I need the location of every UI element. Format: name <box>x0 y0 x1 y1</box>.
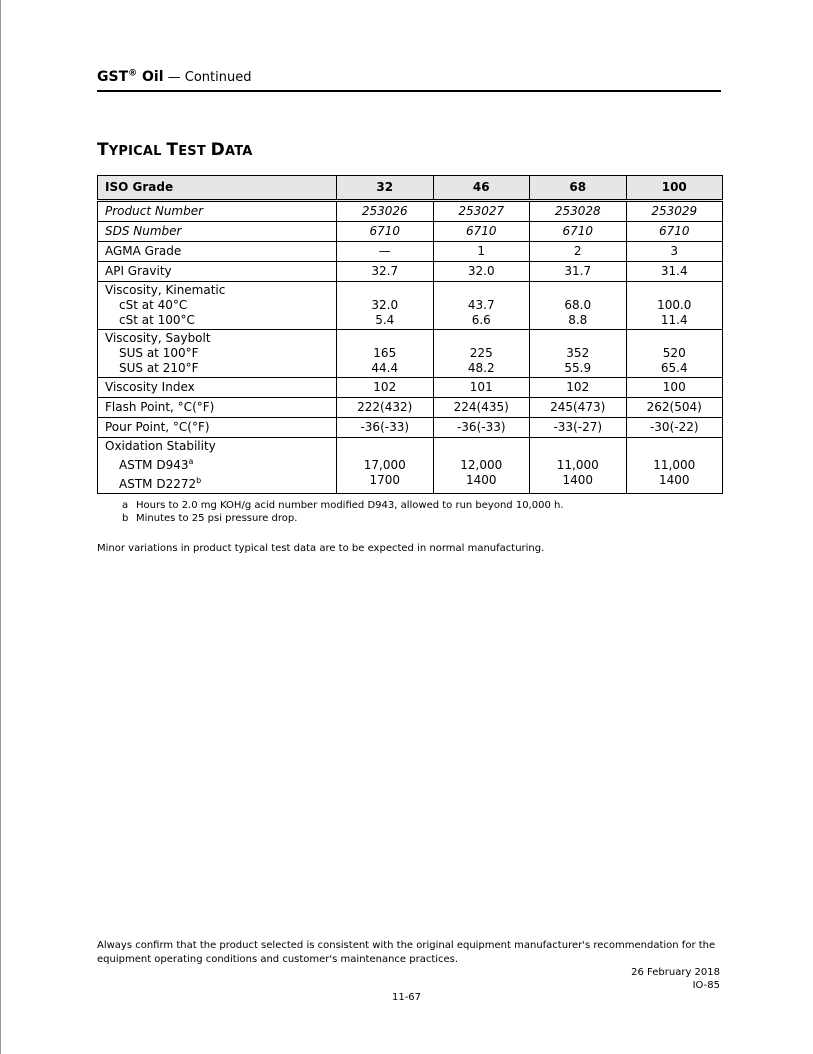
test-data-table <box>97 175 723 494</box>
row-label: Pour Point, °C(°F) <box>98 418 337 438</box>
cell: 101 <box>433 378 530 398</box>
cell: -36(-33) <box>433 418 530 438</box>
cell: 11,000 1400 <box>626 438 723 494</box>
cell: 6710 <box>433 222 530 242</box>
page-header <box>97 66 721 92</box>
cell: 6710 <box>626 222 723 242</box>
table-row <box>98 242 723 262</box>
table-row <box>98 282 723 330</box>
cell: 253027 <box>433 201 530 222</box>
continued-label: — Continued <box>163 70 252 85</box>
cell: 352 55.9 <box>530 330 627 378</box>
header-col: 46 <box>433 176 530 201</box>
cell: 6710 <box>337 222 434 242</box>
cell: 32.0 <box>433 262 530 282</box>
table-row <box>98 438 723 494</box>
table-header-row <box>98 176 723 201</box>
table-row <box>98 262 723 282</box>
row-label: Viscosity Index <box>98 378 337 398</box>
variation-note: Minor variations in product typical test data are to be expected in normal manufacturing. <box>97 543 545 554</box>
cell: 100 <box>626 378 723 398</box>
row-label: Product Number <box>98 201 337 222</box>
cell: 224(435) <box>433 398 530 418</box>
cell: 253026 <box>337 201 434 222</box>
cell: 1 <box>433 242 530 262</box>
document-date-block <box>631 966 720 992</box>
table-row <box>98 222 723 242</box>
cell: 68.0 8.8 <box>530 282 627 330</box>
cell: 17,000 1700 <box>337 438 434 494</box>
row-label: API Gravity <box>98 262 337 282</box>
cell: 11,000 1400 <box>530 438 627 494</box>
cell: 102 <box>530 378 627 398</box>
footnote: b Minutes to 25 psi pressure drop. <box>122 513 298 524</box>
header-iso-grade: ISO Grade <box>98 176 337 201</box>
table-row <box>98 418 723 438</box>
header-col: 68 <box>530 176 627 201</box>
cell: 222(432) <box>337 398 434 418</box>
row-label: Flash Point, °C(°F) <box>98 398 337 418</box>
cell: 31.4 <box>626 262 723 282</box>
footnote: a Hours to 2.0 mg KOH/g acid number modified D943, allowed to run beyond 10,000 h. <box>122 500 564 511</box>
cell: 32.0 5.4 <box>337 282 434 330</box>
cell: 262(504) <box>626 398 723 418</box>
page-edge <box>0 0 1 1054</box>
cell: 225 48.2 <box>433 330 530 378</box>
cell: -36(-33) <box>337 418 434 438</box>
cell: 100.0 11.4 <box>626 282 723 330</box>
cell: 3 <box>626 242 723 262</box>
cell: 31.7 <box>530 262 627 282</box>
table-row <box>98 330 723 378</box>
cell: 520 65.4 <box>626 330 723 378</box>
row-label: SDS Number <box>98 222 337 242</box>
table-row <box>98 378 723 398</box>
row-label: Viscosity, Kinematic cSt at 40°C cSt at 100°C <box>98 282 337 330</box>
cell: 12,000 1400 <box>433 438 530 494</box>
header-col: 32 <box>337 176 434 201</box>
cell: 6710 <box>530 222 627 242</box>
cell: — <box>337 242 434 262</box>
table-footnotes <box>122 499 564 525</box>
cell: 32.7 <box>337 262 434 282</box>
header-col: 100 <box>626 176 723 201</box>
confirm-note: Always confirm that the product selected is consistent with the original equipment manufacturer's recommendation for the equipment operating conditions and customer's maintenance practices. <box>97 940 716 965</box>
row-label: AGMA Grade <box>98 242 337 262</box>
cell: -30(-22) <box>626 418 723 438</box>
page-number: 11-67 <box>391 992 422 1003</box>
cell: 43.7 6.6 <box>433 282 530 330</box>
cell: 253028 <box>530 201 627 222</box>
table-row <box>98 201 723 222</box>
section-title: TYPICAL TEST DATA <box>97 140 253 160</box>
cell: 2 <box>530 242 627 262</box>
document-date: 26 February 2018 <box>631 967 720 978</box>
brand-name: GST® Oil <box>97 68 164 85</box>
cell: 102 <box>337 378 434 398</box>
row-label: Oxidation Stability ASTM D943$^a$ ASTM D2272$^b$ <box>98 438 337 494</box>
document-code: IO-85 <box>692 980 720 991</box>
cell: 245(473) <box>530 398 627 418</box>
table-row <box>98 398 723 418</box>
cell: -33(-27) <box>530 418 627 438</box>
cell: 253029 <box>626 201 723 222</box>
row-label: Viscosity, Saybolt SUS at 100°F SUS at 210°F <box>98 330 337 378</box>
cell: 165 44.4 <box>337 330 434 378</box>
